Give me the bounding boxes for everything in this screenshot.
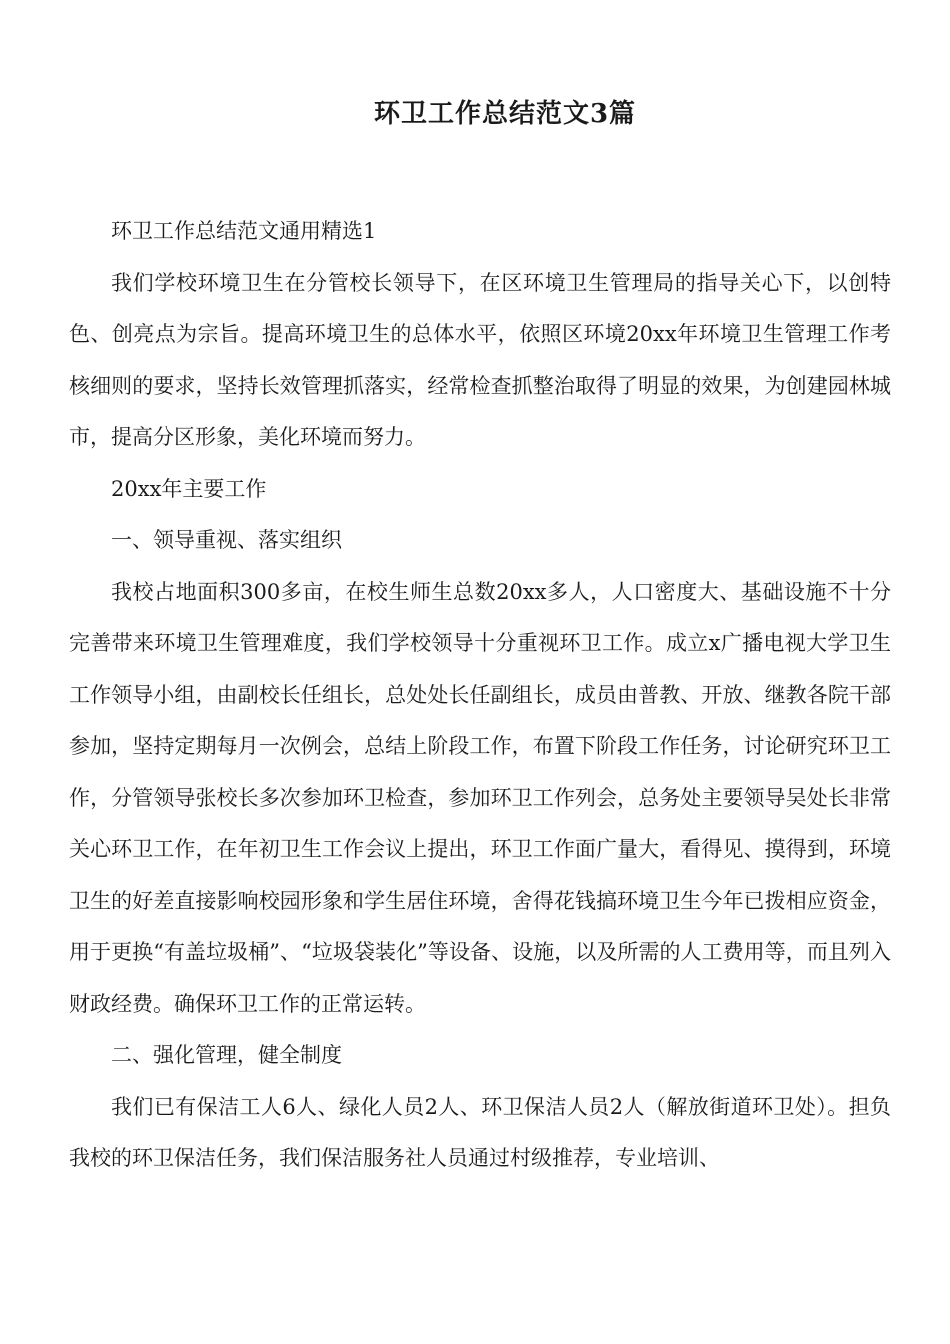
section-heading: 二、强化管理，健全制度 — [111, 1043, 342, 1067]
section-heading: 环卫工作总结范文通用精选1 — [111, 219, 377, 243]
body-paragraph: 我校占地面积300多亩，在校生师生总数20xx多人，人口密度大、基础设施不十分完善带来环境卫生管理难度，我们学校领导十分重视环卫工作。成立x广播电视大学卫生工作领导小组，由副校长任组长，总处处长任副组长，成员由普教、开放、继教各院干部参加，坚持定期每月一次例会，总结上阶段工作，布置下阶段工作任务，讨论研究环卫工作，分管领导张校长多次参加环卫检查，参加环卫工作列会，总务处主要领导吴处长非常关心环卫工作，在年初卫生工作会议上提出，环卫工作面广量大，看得见、摸得到，环境卫生的好差直接影响校园形象和学生居住环境，舍得花钱搞环境卫生今年已拨相应资金，用于更换“有盖垃圾桶”、“垃圾袋装化”等设备、设施，以及所需的人工费用等，而且列入财政经费。确保环卫工作的正常运转。 — [69, 579, 891, 1016]
document-body — [69, 206, 891, 1185]
section-heading: 一、领导重视、落实组织 — [111, 528, 342, 552]
body-paragraph: 我们已有保洁工人6人、绿化人员2人、环卫保洁人员2人（解放街道环卫处）。担负我校的环卫保洁任务，我们保洁服务社人员通过村级推荐，专业培训、 — [69, 1094, 891, 1170]
body-paragraph: 我们学校环境卫生在分管校长领导下，在区环境卫生管理局的指导关心下，以创特色、创亮点为宗旨。提高环境卫生的总体水平，依照区环境20xx年环境卫生管理工作考核细则的要求，坚持长效管理抓落实，经常检查抓整治取得了明显的效果，为创建园林城市，提高分区形象，美化环境而努力。 — [69, 270, 891, 449]
document-title: 环卫工作总结范文3篇 — [373, 99, 637, 129]
section-heading: 20xx年主要工作 — [111, 476, 267, 501]
